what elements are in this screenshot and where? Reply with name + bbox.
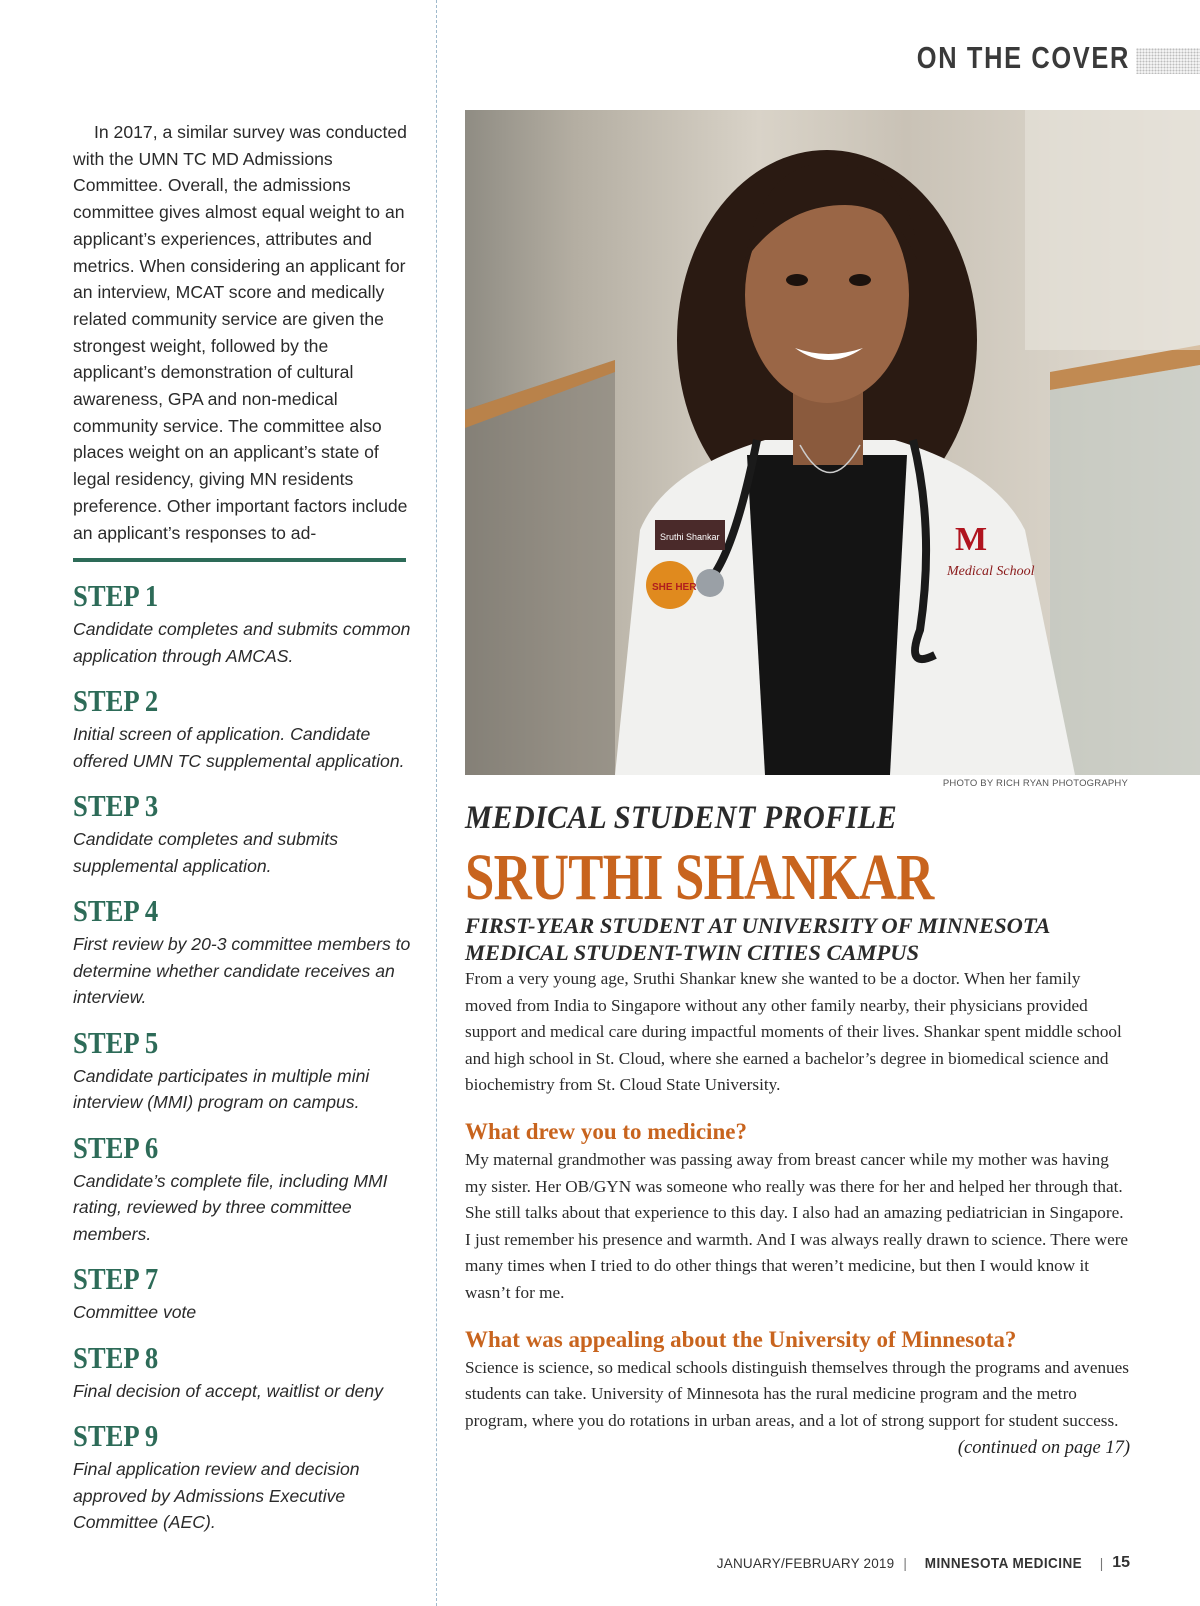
- cover-photo: [465, 110, 1200, 775]
- profile-name: SRUTHI SHANKAR: [465, 841, 934, 914]
- step-3: [73, 788, 418, 879]
- column-divider: [436, 0, 437, 1606]
- photo-credit: PHOTO BY RICH RYAN PHOTOGRAPHY: [942, 778, 1128, 789]
- section-rule: [73, 558, 406, 562]
- answer-2: Science is science, so medical schools distinguish themselves through the programs and avenues students can take. University of Minnesota has the rural medicine program and the metro program, where you do rotations in urban areas, and a lot of strong support for student success.: [465, 1357, 1129, 1430]
- article-intro: From a very young age, Sruthi Shankar knew she wanted to be a doctor. When her family moved from India to Singapore without any other family nearby, their physicians provided support and medical care during impactful moments of their lives. Shankar spent middle school and high school in St. Cloud, where she earned a bachelor’s degree in biomedical science and biochemistry from St. Cloud State University.: [465, 969, 1122, 1095]
- question-1: What drew you to medicine?: [465, 1118, 747, 1144]
- step-text: Candidate completes and submits common application through AMCAS.: [73, 619, 411, 666]
- step-text: Committee vote: [73, 1302, 197, 1322]
- step-title: STEP 8: [73, 1339, 159, 1375]
- step-2: [73, 683, 418, 774]
- step-8: [73, 1340, 418, 1405]
- left-column: [73, 119, 408, 546]
- step-text: Candidate participates in multiple mini interview (MMI) program on campus.: [73, 1065, 370, 1112]
- page-number: 15: [1112, 1554, 1130, 1571]
- step-7: [73, 1261, 418, 1326]
- step-text: Initial screen of application. Candidate offered UMN TC supplemental application.: [73, 724, 405, 771]
- continued-note: (continued on page 17): [957, 1438, 1130, 1459]
- coat-embroidery: Medical School: [947, 564, 1035, 579]
- footer-separator: |: [903, 1555, 907, 1571]
- section-header: [870, 40, 1130, 76]
- intro-paragraph: In 2017, a similar survey was conducted with the UMN TC MD Admissions Committee. Overall, the admissions committee gives almost equal weight to an applicant’s experiences, attributes and metrics. When considering an applicant for an interview, MCAT score and medically related community service are given the strongest weight, followed by the applicant’s demonstration of cultural awareness, GPA and non-medical community service. The committee also places weight on an applicant’s state of legal residency, giving MN residents preference. Other important factors include an applicant’s responses to ad-: [73, 122, 408, 543]
- step-title: STEP 2: [73, 683, 159, 718]
- step-5: [73, 1025, 418, 1116]
- footer-separator: |: [1099, 1555, 1104, 1571]
- step-text: First review by 20-3 committee members to determine whether candidate receives an interview.: [73, 934, 411, 1007]
- question-2: What was appealing about the University of Minnesota?: [465, 1326, 1017, 1352]
- step-text: Candidate completes and submits supplemental application.: [73, 829, 339, 876]
- step-4: [73, 893, 418, 1011]
- article-kicker: MEDICAL STUDENT PROFILE: [465, 800, 898, 836]
- step-title: STEP 6: [73, 1129, 159, 1165]
- step-title: STEP 5: [73, 1024, 159, 1060]
- step-9: [73, 1418, 418, 1536]
- pin-text: SHE HER: [652, 582, 697, 593]
- profile-subtitle: FIRST-YEAR STUDENT AT UNIVERSITY OF MINNESOTA MEDICAL STUDENT-TWIN CITIES CAMPUS: [465, 913, 1050, 965]
- step-text: Final application review and decision approved by Admissions Executive Committee (AEC).: [73, 1459, 360, 1532]
- step-title: STEP 1: [73, 578, 159, 613]
- step-title: STEP 3: [73, 788, 159, 823]
- step-6: [73, 1130, 418, 1248]
- magazine-title: MINNESOTA MEDICINE: [924, 1554, 1082, 1572]
- portrait-illustration: [465, 110, 1200, 775]
- profile-article: [465, 800, 1130, 1459]
- step-title: STEP 4: [73, 893, 159, 928]
- issue-date: JANUARY/FEBRUARY 2019: [716, 1555, 895, 1571]
- step-title: STEP 9: [73, 1418, 159, 1453]
- answer-1: My maternal grandmother was passing away from breast cancer while my mother was having my sister. Her OB/GYN was someone who really was there for her and helped her through that. She still talks about that experience to this day. I also had an amazing pediatrician in Singapore. I just remember his presence and warmth. And I was always really drawn to science. There were many times when I tried to do other things that weren’t medicine, but then I would know it wasn’t for me.: [465, 1149, 1129, 1302]
- step-1: [73, 578, 418, 669]
- admissions-steps: [73, 578, 418, 1550]
- step-text: Final decision of accept, waitlist or deny: [73, 1380, 383, 1401]
- section-label: ON THE COVER: [916, 40, 1130, 75]
- page-footer: [717, 1554, 1130, 1572]
- umn-logo: M: [955, 521, 988, 558]
- step-text: Candidate’s complete file, including MMI rating, reviewed by three committee members.: [73, 1170, 388, 1244]
- halftone-dots: [1136, 48, 1200, 74]
- step-title: STEP 7: [73, 1261, 159, 1296]
- badge-name: Sruthi Shankar: [660, 532, 720, 542]
